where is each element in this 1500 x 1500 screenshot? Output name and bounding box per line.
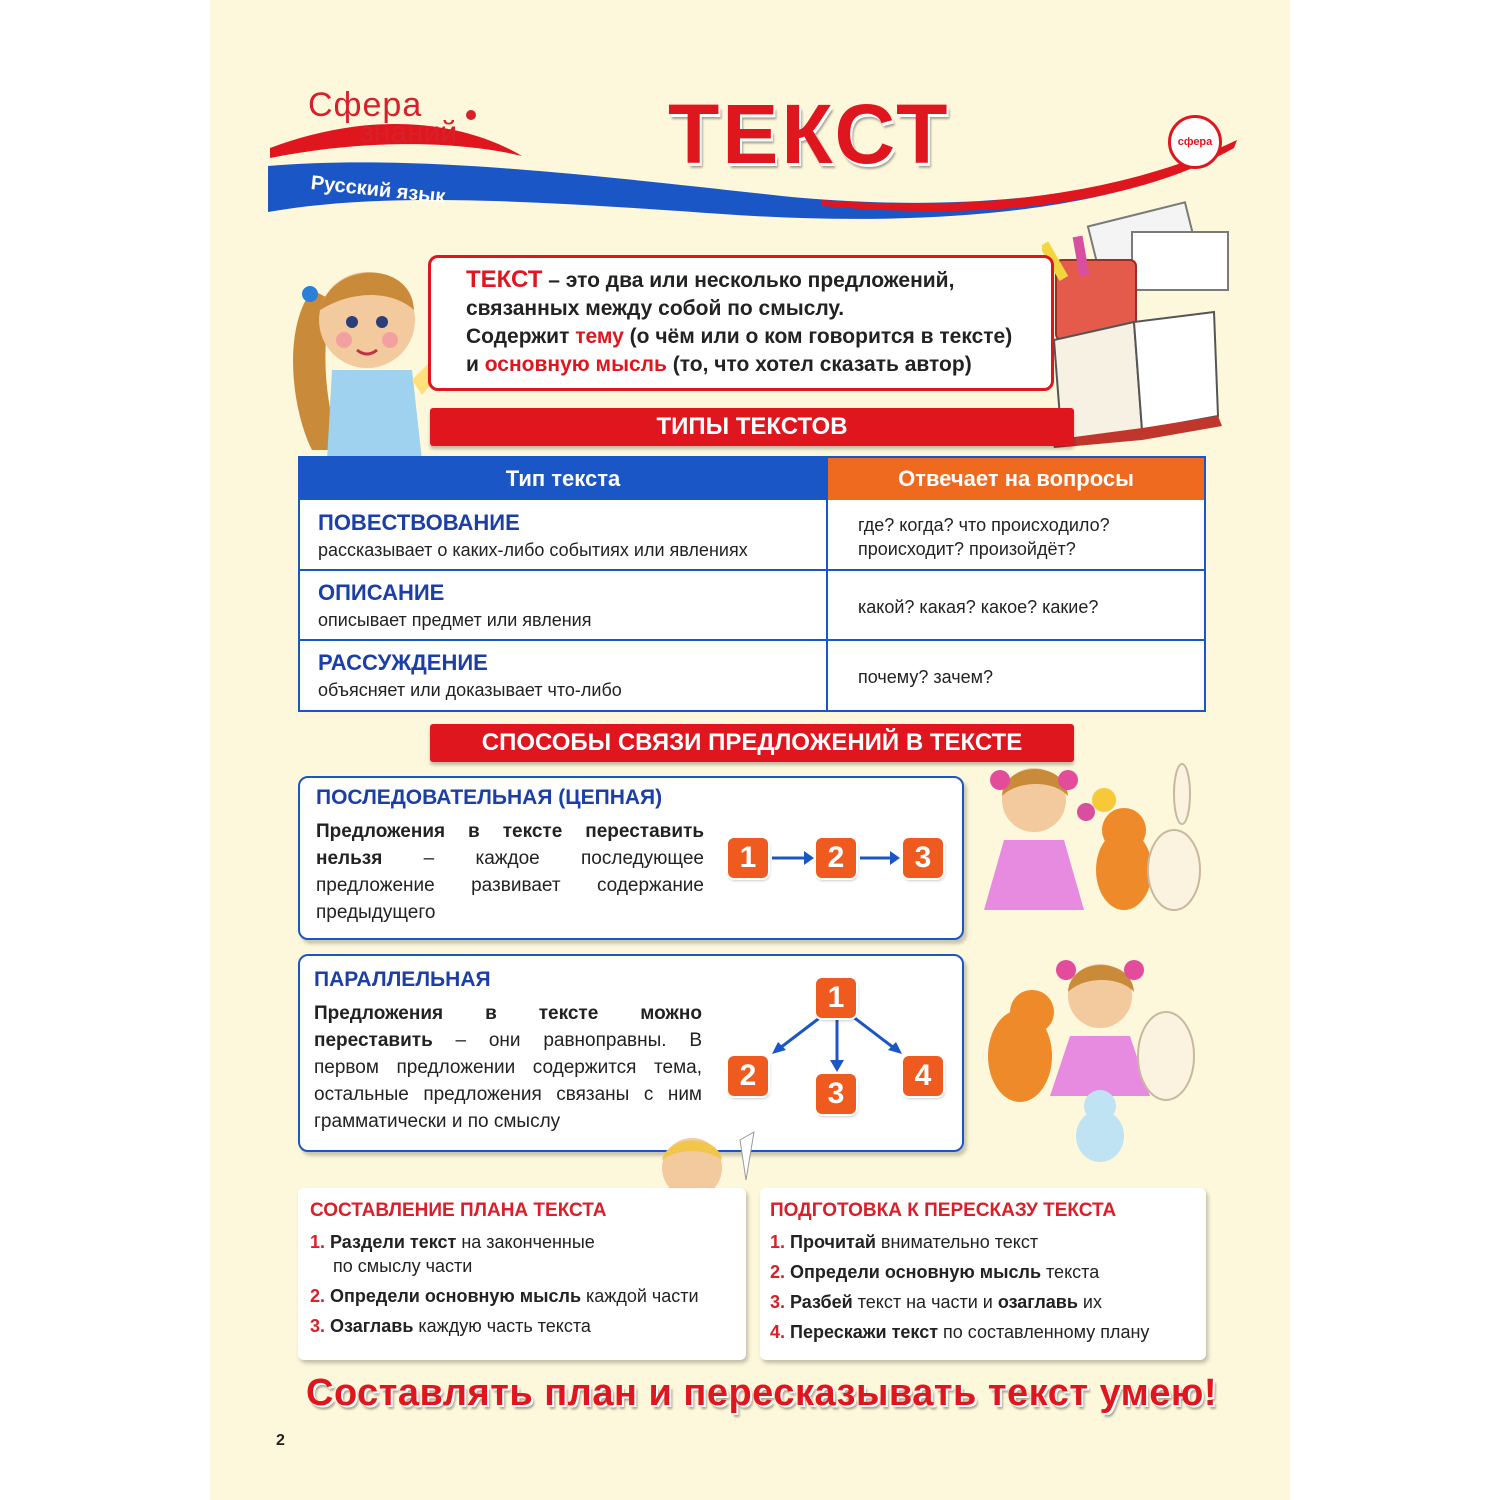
- type-name-description: ОПИСАНИЕ: [318, 580, 445, 605]
- plan-item-number: 2.: [310, 1286, 326, 1306]
- type-questions-reasoning: почему? зачем?: [858, 667, 993, 687]
- definition-line3-start: Содержит: [466, 325, 576, 348]
- definition-line2: связанных между собой по смыслу.: [466, 297, 845, 320]
- retell-item-rest: внимательно текст: [875, 1232, 1039, 1252]
- links-section-title: СПОСОБЫ СВЯЗИ ПРЕДЛОЖЕНИЙ В ТЕКСТЕ: [430, 724, 1074, 762]
- chain-number-1: 1: [728, 838, 768, 878]
- plan-item-number: 3.: [310, 1316, 326, 1336]
- parallel-link-bold: Предложения в тексте можно переставить: [314, 1003, 702, 1051]
- plan-item-rest: каждую часть текста: [413, 1316, 591, 1336]
- type-desc-description: описывает предмет или явления: [318, 610, 592, 630]
- definition-line4-start: и: [466, 353, 485, 376]
- definition-highlight-main-idea: основную мысль: [484, 353, 667, 376]
- retell-item-2: [770, 1260, 1099, 1284]
- retell-item-rest: текст на части и: [852, 1292, 998, 1312]
- retell-item-bold2: озаглавь: [997, 1292, 1078, 1312]
- plan-item-number: 1.: [310, 1232, 326, 1252]
- plan-item-3: [310, 1314, 591, 1338]
- chain-number-3: 3: [903, 838, 943, 878]
- arrow-right-icon: [890, 851, 900, 865]
- chain-number-2: 2: [816, 838, 856, 878]
- chain-link-rest: – каждое последующее предложение развивает содержание предыдущего: [316, 848, 704, 923]
- chain-link-bold: Предложения в тексте переставить нельзя: [316, 821, 704, 869]
- retell-item-bold: Перескажи текст: [790, 1322, 939, 1342]
- retell-item-number: 4.: [770, 1322, 786, 1342]
- retell-title: ПОДГОТОВКА К ПЕРЕСКАЗУ ТЕКСТА: [770, 1200, 1117, 1221]
- retell-item-1: [770, 1230, 1038, 1254]
- definition-text: [466, 266, 1056, 379]
- plan-item-rest: на законченные: [456, 1232, 595, 1252]
- arrow-right-icon: [804, 851, 814, 865]
- brand-dot-icon: [466, 110, 476, 120]
- plan-item-bold: Озаглавь: [330, 1316, 414, 1336]
- types-table-header-questions: Отвечает на вопросы: [828, 458, 1204, 500]
- brand-name-line1: Сфера: [308, 86, 423, 124]
- retell-item-number: 1.: [770, 1232, 786, 1252]
- retell-item-bold: Прочитай: [790, 1232, 876, 1252]
- type-questions-description: какой? какая? какое? какие?: [858, 597, 1099, 617]
- chain-link-text: [316, 818, 704, 926]
- retell-item-rest2: их: [1077, 1292, 1102, 1312]
- page-number: 2: [276, 1432, 285, 1449]
- plan-item-rest: каждой части: [581, 1286, 699, 1306]
- type-name-narration: ПОВЕСТВОВАНИЕ: [318, 510, 520, 535]
- types-section-title: ТИПЫ ТЕКСТОВ: [430, 408, 1074, 446]
- retell-item-number: 3.: [770, 1292, 786, 1312]
- type-desc-narration: рассказывает о каких-либо событиях или явлениях: [318, 540, 748, 560]
- arrow-down-icon: [830, 1060, 844, 1072]
- questions-line2: происходит? произойдёт?: [858, 539, 1076, 559]
- parallel-link-title: ПАРАЛЛЕЛЬНАЯ: [314, 968, 491, 991]
- parallel-link-text: [314, 1000, 702, 1135]
- type-questions-narration: [858, 513, 1110, 561]
- parallel-number-1: 1: [816, 978, 856, 1018]
- retell-item-number: 2.: [770, 1262, 786, 1282]
- retell-item-bold: Определи основную мысль: [790, 1262, 1042, 1282]
- plan-item-1-line2: по смыслу части: [333, 1256, 473, 1276]
- parallel-arrows: [760, 1010, 910, 1080]
- girl-animals-illustration-1: [974, 760, 1224, 940]
- plan-item-2: [310, 1284, 699, 1308]
- questions-line1: где? когда? что происходило?: [858, 515, 1110, 535]
- retell-item-bold: Разбей: [790, 1292, 853, 1312]
- retell-item-rest: текста: [1041, 1262, 1100, 1282]
- table-divider: [826, 458, 828, 710]
- plan-item-bold: Раздели текст: [330, 1232, 457, 1252]
- definition-line4-rest: (то, что хотел сказать автор): [666, 353, 972, 376]
- table-row-divider: [300, 639, 1204, 641]
- type-name-reasoning: РАССУЖДЕНИЕ: [318, 650, 488, 675]
- definition-highlight-topic: тему: [575, 325, 624, 348]
- plan-item-bold: Определи основную мысль: [330, 1286, 582, 1306]
- parallel-number-2: 2: [728, 1056, 768, 1096]
- retell-item-4: [770, 1320, 1149, 1344]
- subject-label: Русский язык: [309, 172, 447, 208]
- retell-item-rest: по составленному плану: [938, 1322, 1150, 1342]
- page-title: ТЕКСТ: [668, 87, 951, 181]
- plan-item-1: [310, 1230, 595, 1254]
- chain-arrows: [770, 846, 910, 870]
- parallel-link-rest: – они равноправны. В первом предложении содержится тема, остальные предложения связаны с ним грамматически и по смыслу: [314, 1030, 702, 1132]
- slogan: Составлять план и пересказывать текст умею!: [306, 1372, 1217, 1414]
- parallel-number-4: 4: [903, 1056, 943, 1096]
- retell-item-3: [770, 1290, 1102, 1314]
- table-row-divider: [300, 569, 1204, 571]
- brand-name-line2: знаний: [360, 116, 458, 149]
- chain-link-title: ПОСЛЕДОВАТЕЛЬНАЯ (ЦЕПНАЯ): [316, 786, 663, 809]
- types-table-header-type: Тип текста: [300, 458, 826, 500]
- parallel-number-3: 3: [816, 1074, 856, 1114]
- definition-line1: – это два или несколько предложений,: [542, 269, 955, 292]
- type-desc-reasoning: объясняет или доказывает что-либо: [318, 680, 622, 700]
- girl-animals-illustration-2: [970, 946, 1230, 1176]
- definition-term: ТЕКСТ: [466, 266, 543, 293]
- definition-line3-rest: (о чём или о ком говорится в тексте): [623, 325, 1013, 348]
- publisher-logo: сфера: [1168, 115, 1222, 169]
- plan-title: СОСТАВЛЕНИЕ ПЛАНА ТЕКСТА: [310, 1200, 607, 1221]
